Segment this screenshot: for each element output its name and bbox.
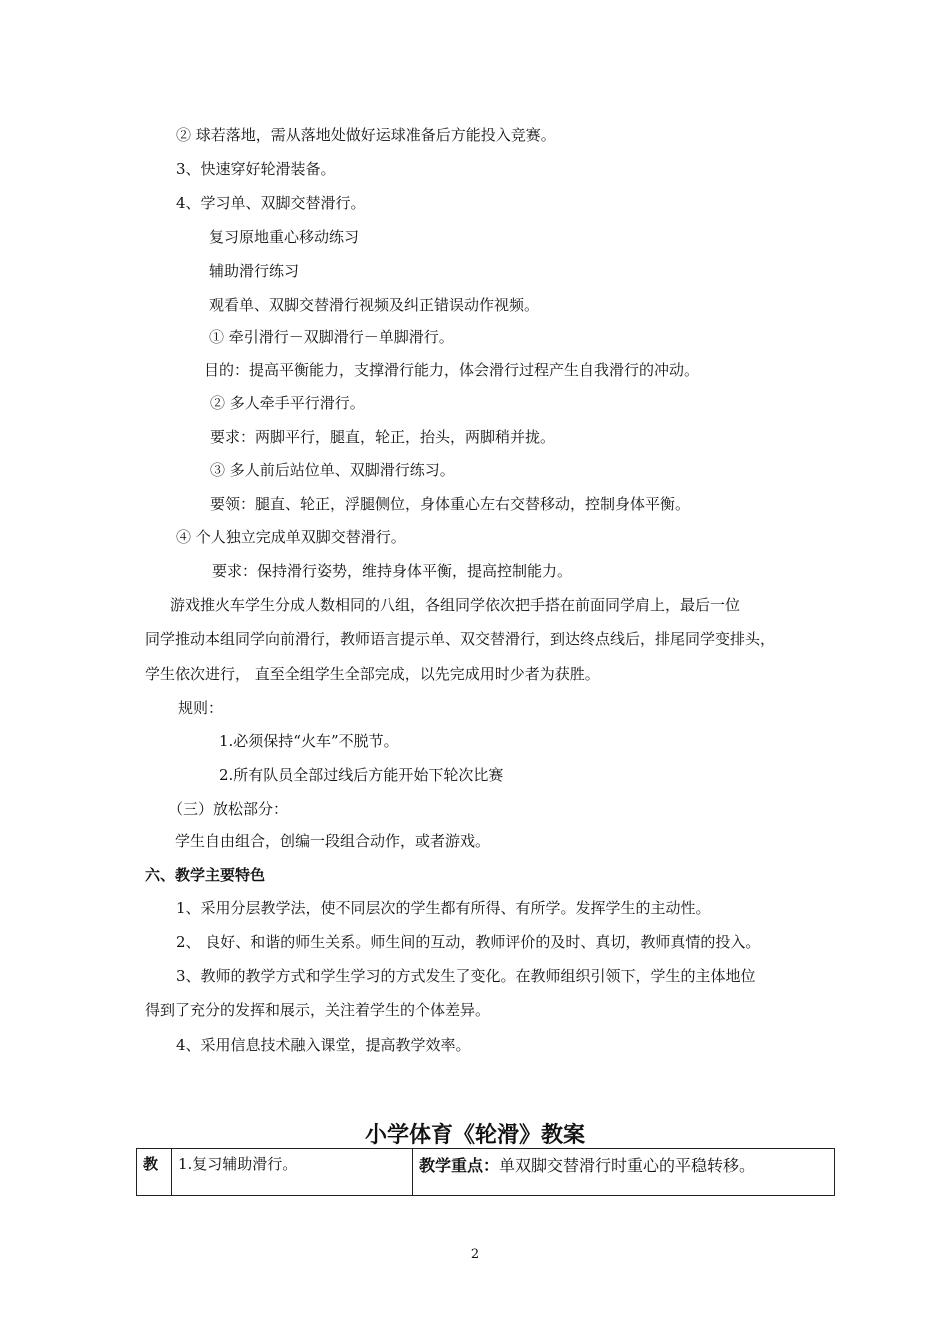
lesson-plan-title: 小学体育《轮滑》教案 [364, 1122, 585, 1148]
focus-label: 教学重点： [419, 1156, 500, 1175]
text-line: 同学推动本组同学向前滑行，教师语言提示单、双交替滑行，到达终点线后，排尾同学变排头， [145, 630, 776, 648]
text-line: 要求：两脚平行，腿直，轮正，抬头，两脚稍并拢。 [210, 428, 556, 446]
text-line: 学生自由组合，创编一段组合动作，或者游戏。 [175, 832, 491, 850]
text-line: 1、采用分层教学法，使不同层次的学生都有所得、有所学。发挥学生的主动性。 [176, 899, 711, 917]
text-line: 3、快速穿好轮滑装备。 [176, 160, 336, 178]
text-line: ④ 个人独立完成单双脚交替滑行。 [176, 528, 406, 546]
text-line: （三）放松部分： [168, 800, 289, 818]
focus-text: 单双脚交替滑行时重心的平稳转移。 [499, 1156, 756, 1175]
text-line: ② 多人牵手平行滑行。 [210, 394, 365, 412]
text-line: 2.所有队员全部过线后方能开始下轮次比赛 [219, 766, 504, 784]
text-line: 4、采用信息技术融入课堂，提高教学效率。 [176, 1036, 471, 1054]
text-line: 复习原地重心移动练习 [209, 228, 360, 246]
table-cell: 1.复习辅助滑行。 [172, 1149, 413, 1196]
lesson-plan-table [136, 1148, 835, 1196]
text-line: 观看单、双脚交替滑行视频及纠正错误动作视频。 [209, 296, 540, 314]
text-line: 4、学习单、双脚交替滑行。 [176, 194, 366, 212]
text-line: 要求：保持滑行姿势，维持身体平衡，提高控制能力。 [212, 562, 573, 580]
text-line: 游戏推火车学生分成人数相同的八组，各组同学依次把手搭在前面同学肩上，最后一位 [170, 596, 741, 614]
text-line: 目的：提高平衡能力，支撑滑行能力，体会滑行过程产生自我滑行的冲动。 [204, 361, 700, 379]
text-line: 规则： [178, 699, 224, 717]
text-line: 2、 良好、和谐的师生关系。师生间的互动，教师评价的及时、真切，教师真情的投入。 [176, 933, 761, 951]
table-cell-focus [413, 1149, 835, 1196]
table-cell: 教 [137, 1149, 172, 1196]
text-line: 要领：腿直、轮正，浮腿侧位，身体重心左右交替移动，控制身体平衡。 [210, 495, 691, 513]
text-line: 1.必须保持“火车”不脱节。 [219, 732, 399, 750]
text-line: 得到了充分的发挥和展示，关注着学生的个体差异。 [145, 1001, 491, 1019]
text-line: 学生依次进行， 直至全组学生全部完成，以先完成用时少者为获胜。 [145, 665, 600, 683]
page-number: 2 [470, 1247, 480, 1262]
text-line: ① 牵引滑行－双脚滑行－单脚滑行。 [209, 328, 454, 346]
text-line: 辅助滑行练习 [209, 262, 300, 280]
text-line: ③ 多人前后站位单、双脚滑行练习。 [210, 461, 455, 479]
section-heading: 六、教学主要特色 [145, 866, 266, 884]
text-line: 3、教师的教学方式和学生学习的方式发生了变化。在教师组织引领下，学生的主体地位 [176, 967, 756, 985]
table-row [137, 1149, 835, 1196]
text-line: ② 球若落地，需从落地处做好运球准备后方能投入竞赛。 [176, 126, 556, 144]
